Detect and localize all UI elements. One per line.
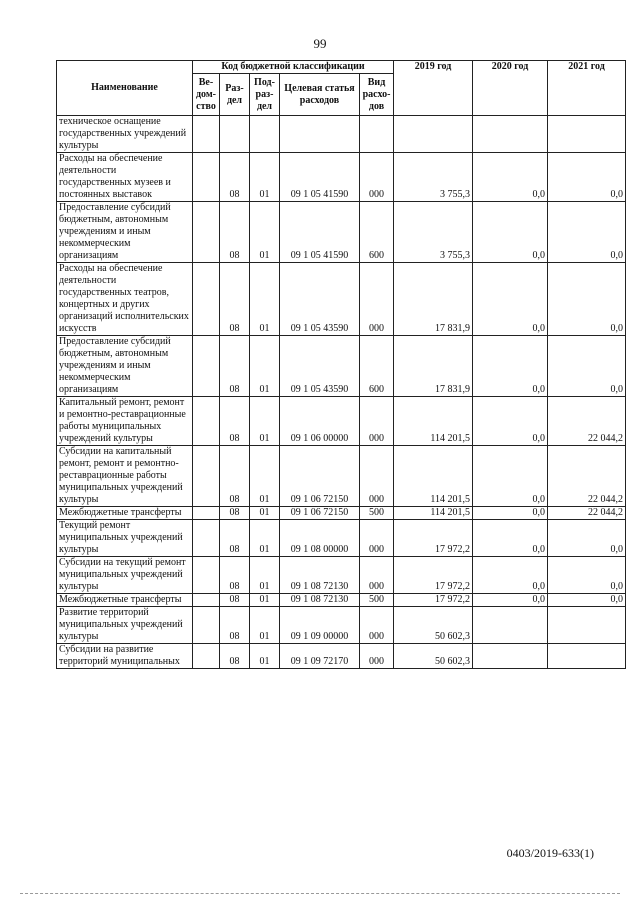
cell-target-article: 09 1 05 43590	[280, 263, 360, 336]
cell-name: техническое оснащение государственных учреждений культуры	[57, 116, 193, 153]
cell-target-article	[280, 116, 360, 153]
header-name: Наименование	[57, 61, 193, 116]
cell-2021: 0,0	[548, 336, 626, 397]
cell-2020: 0,0	[473, 263, 548, 336]
cell-2019: 50 602,3	[394, 644, 473, 669]
cell-razdel: 08	[220, 644, 250, 669]
table-row	[57, 153, 626, 202]
cell-name: Расходы на обеспечение деятельности государственных театров, концертных и других организаций исполнительских искусств	[57, 263, 193, 336]
cell-2019: 50 602,3	[394, 607, 473, 644]
table-row	[57, 644, 626, 669]
cell-razdel	[220, 116, 250, 153]
cell-vedomstvo	[193, 202, 220, 263]
cell-2021	[548, 116, 626, 153]
cell-expense-type	[360, 116, 394, 153]
cell-vedomstvo	[193, 153, 220, 202]
cell-2020: 0,0	[473, 336, 548, 397]
cell-name: Субсидии на капитальный ремонт, ремонт и ремонтно-реставрационные работы муниципальных учреждений культуры	[57, 446, 193, 507]
cell-2021	[548, 607, 626, 644]
cell-target-article: 09 1 05 41590	[280, 202, 360, 263]
table-row	[57, 263, 626, 336]
cell-2021: 0,0	[548, 153, 626, 202]
cell-2020: 0,0	[473, 507, 548, 520]
cell-2020	[473, 607, 548, 644]
cell-vedomstvo	[193, 644, 220, 669]
cell-expense-type: 000	[360, 520, 394, 557]
cell-name: Капитальный ремонт, ремонт и ремонтно-реставрационные работы муниципальных учреждений культуры	[57, 397, 193, 446]
cell-expense-type: 600	[360, 202, 394, 263]
cell-vedomstvo	[193, 446, 220, 507]
cell-podrazdel: 01	[250, 263, 280, 336]
cell-2020: 0,0	[473, 397, 548, 446]
cell-2019: 17 972,2	[394, 594, 473, 607]
cell-vedomstvo	[193, 336, 220, 397]
cell-podrazdel: 01	[250, 336, 280, 397]
cell-expense-type: 000	[360, 644, 394, 669]
table-row	[57, 607, 626, 644]
cell-2020: 0,0	[473, 202, 548, 263]
cell-2021	[548, 644, 626, 669]
cell-podrazdel: 01	[250, 594, 280, 607]
cell-name: Предоставление субсидий бюджетным, автономным учреждениям и иным некоммерческим организациям	[57, 336, 193, 397]
cell-2020	[473, 116, 548, 153]
table-row	[57, 446, 626, 507]
cell-razdel: 08	[220, 507, 250, 520]
cell-target-article: 09 1 09 72170	[280, 644, 360, 669]
cell-podrazdel: 01	[250, 557, 280, 594]
cell-target-article: 09 1 08 72130	[280, 557, 360, 594]
cell-expense-type: 500	[360, 507, 394, 520]
cell-2021: 0,0	[548, 594, 626, 607]
cell-2019: 114 201,5	[394, 446, 473, 507]
cell-vedomstvo	[193, 507, 220, 520]
table-row	[57, 520, 626, 557]
cell-vedomstvo	[193, 607, 220, 644]
cell-podrazdel: 01	[250, 202, 280, 263]
cell-razdel: 08	[220, 397, 250, 446]
cell-podrazdel: 01	[250, 520, 280, 557]
cell-2021: 22 044,2	[548, 507, 626, 520]
cell-expense-type: 000	[360, 557, 394, 594]
cell-2019: 114 201,5	[394, 507, 473, 520]
table-row	[57, 397, 626, 446]
cell-2020: 0,0	[473, 153, 548, 202]
cell-podrazdel: 01	[250, 644, 280, 669]
header-2019: 2019 год	[394, 61, 473, 116]
cell-2020: 0,0	[473, 520, 548, 557]
header-classification: Код бюджетной классификации	[193, 61, 394, 74]
cell-2021: 0,0	[548, 520, 626, 557]
cell-name: Текущий ремонт муниципальных учреждений культуры	[57, 520, 193, 557]
cell-name: Межбюджетные трансферты	[57, 594, 193, 607]
cell-expense-type: 600	[360, 336, 394, 397]
cell-name: Субсидии на развитие территорий муниципальных	[57, 644, 193, 669]
header-podrazdel: Под-раз-дел	[250, 74, 280, 116]
cell-target-article: 09 1 06 00000	[280, 397, 360, 446]
cell-expense-type: 000	[360, 607, 394, 644]
cell-2019: 3 755,3	[394, 153, 473, 202]
cell-target-article: 09 1 05 41590	[280, 153, 360, 202]
cell-vedomstvo	[193, 263, 220, 336]
cell-2020: 0,0	[473, 594, 548, 607]
cell-2020	[473, 644, 548, 669]
cell-2021: 0,0	[548, 557, 626, 594]
bottom-rule	[20, 893, 620, 894]
table-row	[57, 202, 626, 263]
cell-expense-type: 500	[360, 594, 394, 607]
cell-razdel: 08	[220, 557, 250, 594]
cell-2021: 22 044,2	[548, 446, 626, 507]
cell-2020: 0,0	[473, 446, 548, 507]
cell-razdel: 08	[220, 153, 250, 202]
table-row	[57, 594, 626, 607]
cell-expense-type: 000	[360, 397, 394, 446]
cell-name: Расходы на обеспечение деятельности государственных музеев и постоянных выставок	[57, 153, 193, 202]
cell-podrazdel: 01	[250, 446, 280, 507]
cell-2019: 3 755,3	[394, 202, 473, 263]
cell-expense-type: 000	[360, 446, 394, 507]
cell-2021: 0,0	[548, 202, 626, 263]
header-razdel: Раз-дел	[220, 74, 250, 116]
header-vedomstvo: Ве-дом-ство	[193, 74, 220, 116]
table-row	[57, 336, 626, 397]
cell-razdel: 08	[220, 607, 250, 644]
cell-target-article: 09 1 08 72130	[280, 594, 360, 607]
cell-razdel: 08	[220, 594, 250, 607]
cell-name: Предоставление субсидий бюджетным, автономным учреждениям и иным некоммерческим организациям	[57, 202, 193, 263]
cell-podrazdel: 01	[250, 153, 280, 202]
table-row	[57, 116, 626, 153]
header-2020: 2020 год	[473, 61, 548, 116]
header-2021: 2021 год	[548, 61, 626, 116]
cell-vedomstvo	[193, 594, 220, 607]
cell-2019: 17 831,9	[394, 263, 473, 336]
header-expense-type: Вид расхо-дов	[360, 74, 394, 116]
document-code: 0403/2019-633(1)	[506, 846, 594, 860]
table-row	[57, 507, 626, 520]
cell-target-article: 09 1 06 72150	[280, 507, 360, 520]
cell-razdel: 08	[220, 263, 250, 336]
header-target-article: Целевая статья расходов	[280, 74, 360, 116]
cell-expense-type: 000	[360, 153, 394, 202]
cell-target-article: 09 1 06 72150	[280, 446, 360, 507]
cell-podrazdel: 01	[250, 397, 280, 446]
cell-vedomstvo	[193, 557, 220, 594]
cell-target-article: 09 1 05 43590	[280, 336, 360, 397]
cell-razdel: 08	[220, 520, 250, 557]
cell-2019: 17 972,2	[394, 557, 473, 594]
cell-name: Развитие территорий муниципальных учреждений культуры	[57, 607, 193, 644]
cell-vedomstvo	[193, 397, 220, 446]
cell-podrazdel: 01	[250, 607, 280, 644]
cell-2019: 114 201,5	[394, 397, 473, 446]
cell-2021: 0,0	[548, 263, 626, 336]
cell-2019: 17 972,2	[394, 520, 473, 557]
table-row	[57, 557, 626, 594]
cell-vedomstvo	[193, 116, 220, 153]
cell-target-article: 09 1 09 00000	[280, 607, 360, 644]
cell-expense-type: 000	[360, 263, 394, 336]
cell-razdel: 08	[220, 336, 250, 397]
cell-name: Межбюджетные трансферты	[57, 507, 193, 520]
cell-target-article: 09 1 08 00000	[280, 520, 360, 557]
cell-razdel: 08	[220, 202, 250, 263]
budget-table	[56, 60, 626, 669]
cell-podrazdel: 01	[250, 507, 280, 520]
cell-2021: 22 044,2	[548, 397, 626, 446]
cell-2019	[394, 116, 473, 153]
cell-razdel: 08	[220, 446, 250, 507]
page-number: 99	[313, 36, 327, 51]
cell-vedomstvo	[193, 520, 220, 557]
cell-2019: 17 831,9	[394, 336, 473, 397]
cell-podrazdel	[250, 116, 280, 153]
cell-name: Субсидии на текущий ремонт муниципальных учреждений культуры	[57, 557, 193, 594]
cell-2020: 0,0	[473, 557, 548, 594]
